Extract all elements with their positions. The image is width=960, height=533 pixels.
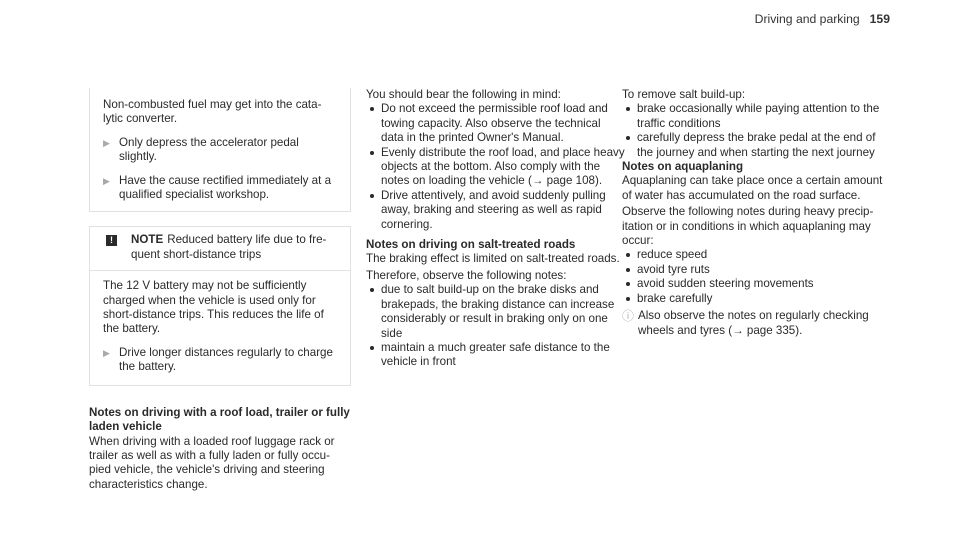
step-text: Drive longer distances regularly to charge the battery. xyxy=(119,345,333,374)
note-label: NOTE xyxy=(131,233,164,247)
list-item: maintain a much greater safe distance to the vehicle in front xyxy=(366,341,626,370)
box-paragraph: Non-combusted fuel may get into the cata-lytic converter. xyxy=(103,98,322,126)
list-item: avoid tyre ruts xyxy=(622,263,890,277)
bullet-icon xyxy=(366,146,381,189)
bullet-icon xyxy=(622,263,637,277)
bullet-icon xyxy=(366,189,381,232)
bullet-icon xyxy=(366,341,381,370)
section-title: Driving and parking xyxy=(754,12,860,26)
list-item: avoid sudden steering movements xyxy=(622,277,890,291)
note-box-battery xyxy=(89,226,351,385)
list-item: Evenly distribute the roof load, and place heavy objects at the bottom. Also comply with the notes on loading the vehicle (→ page 108). xyxy=(366,146,626,189)
page-number: 159 xyxy=(869,12,890,26)
column-2 xyxy=(366,88,626,370)
section-paragraph: Aquaplaning can take place once a certain amount of water has accumulated on the road surface. xyxy=(622,174,883,202)
bullet-icon xyxy=(622,277,637,291)
section-heading: Notes on driving on salt-treated roads xyxy=(366,238,576,252)
step-text: Have the cause rectified immediately at a qualified specialist workshop. xyxy=(119,173,332,202)
bullet-icon xyxy=(622,292,637,306)
bullet-icon xyxy=(622,131,637,160)
section-heading: Notes on aquaplaning xyxy=(622,160,744,174)
list-item: brake occasionally while paying attention to the traffic conditions xyxy=(622,102,890,131)
step-item xyxy=(103,174,337,203)
info-text: Also observe the notes on regularly checking wheels and tyres (→ page 335). xyxy=(638,309,869,337)
step-arrow-icon: ▶ xyxy=(103,137,110,148)
list-item: reduce speed xyxy=(622,248,890,262)
section-paragraph: Therefore, observe the following notes: xyxy=(366,268,567,282)
list-item: Drive attentively, and avoid suddenly pulling away, braking and steering as well as rapid cornering. xyxy=(366,189,626,232)
note-paragraph: The 12 V battery may not be sufficiently charged when the vehicle is used only for short-distance trips. This reduces the life of the battery. xyxy=(103,279,324,336)
list-item: carefully depress the brake pedal at the end of the journey and when starting the next journey xyxy=(622,131,890,160)
bullet-icon xyxy=(622,248,637,262)
page-header xyxy=(755,12,890,26)
bullet-icon xyxy=(366,102,381,145)
section-heading: Notes on driving with a roof load, trailer or fully laden vehicle xyxy=(89,405,350,434)
step-item xyxy=(103,136,337,165)
list-item: due to salt build-up on the brake disks and brakepads, the braking distance can increase considerably or result in braking only on one side xyxy=(366,283,626,341)
column-1 xyxy=(89,88,351,492)
intro-text: You should bear the following in mind: xyxy=(366,88,561,101)
step-arrow-icon: ▶ xyxy=(103,347,110,358)
bullet-icon xyxy=(622,102,637,131)
section-paragraph: The braking effect is limited on salt-treated roads. xyxy=(366,252,620,266)
info-icon: ⓘ xyxy=(622,309,635,324)
list-item: Do not exceed the permissible roof load and towing capacity. Also observe the technical data in the printed Owner's Manual. xyxy=(366,102,626,145)
warning-icon: ! xyxy=(106,235,117,246)
note-summary: Reduced battery life due to fre-quent short-distance trips xyxy=(131,233,327,261)
intro-text: To remove salt build-up: xyxy=(622,88,746,101)
info-box-fuel xyxy=(89,88,351,212)
section-paragraph: Observe the following notes during heavy precip-itation or in conditions in which aquaplaning may occur: xyxy=(622,205,874,248)
step-arrow-icon: ▶ xyxy=(103,175,110,186)
column-3 xyxy=(622,88,890,338)
section-paragraph: When driving with a loaded roof luggage rack or trailer as well as with a fully laden or fully occu-pied vehicle, the vehicle's driving and steering characteristics change. xyxy=(89,434,335,491)
step-item xyxy=(103,346,337,375)
list-item: brake carefully xyxy=(622,292,890,306)
step-text: Only depress the accelerator pedal slightly. xyxy=(119,135,299,164)
bullet-icon xyxy=(366,283,381,341)
note-header xyxy=(90,233,350,271)
info-note xyxy=(622,309,890,338)
